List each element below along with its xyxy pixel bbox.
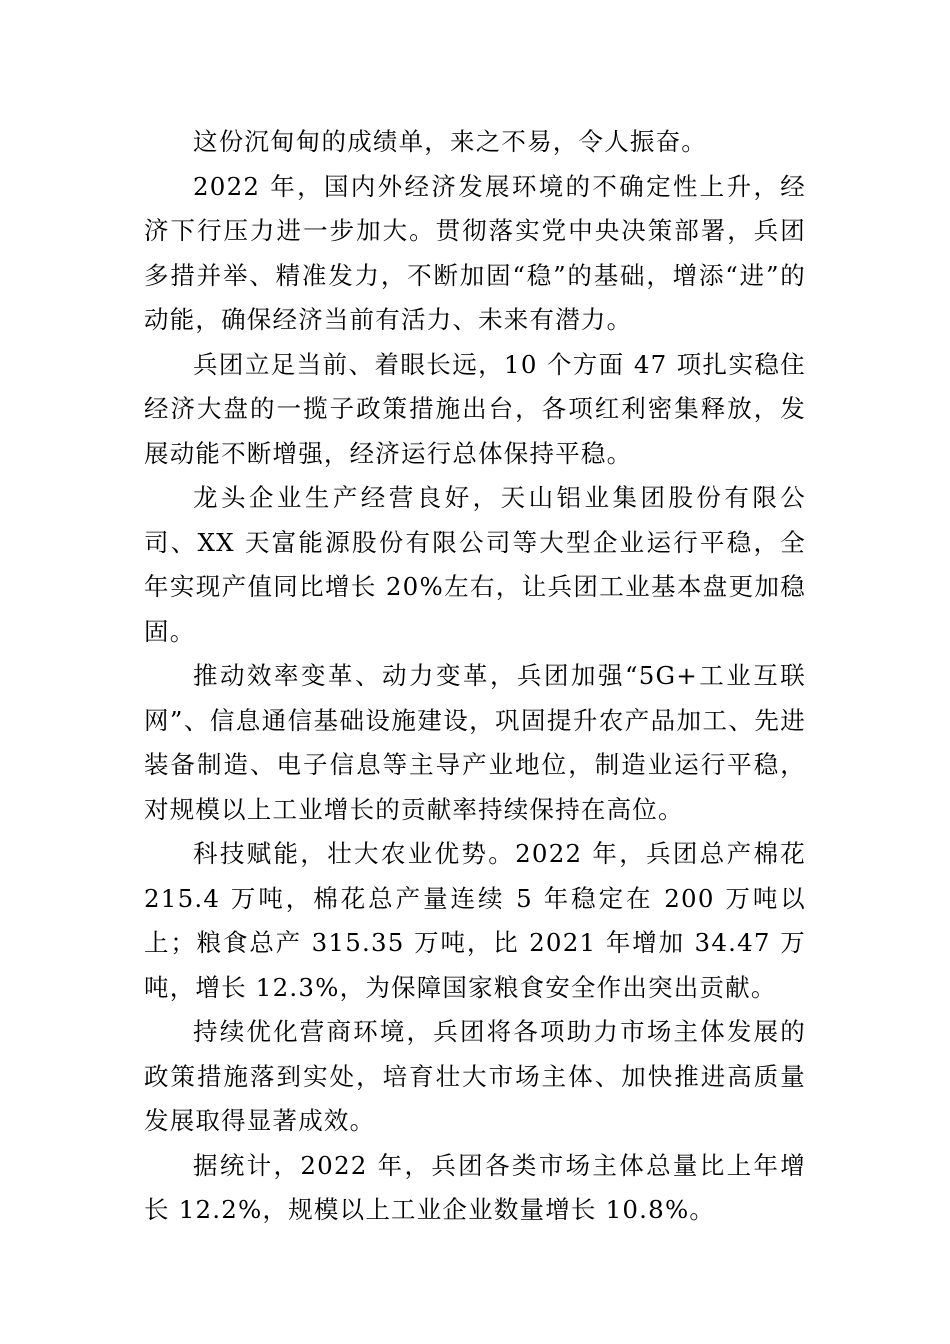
paragraph-policy-measures: 兵团立足当前、着眼长远，10 个方面 47 项扎实稳住经济大盘的一揽子政策措施出台，各项红利密集释放，发展动能不断增强，经济运行总体保持平稳。 [144,349,806,468]
paragraph-industrial-transformation: 推动效率变革、动力变革，兵团加强“5G+工业互联网”、信息通信基础设施建设，巩固提升农产品加工、先进装备制造、电子信息等主导产业地位，制造业运行平稳，对规模以上工业增长的贡献率持续保持在高位。 [144,661,806,824]
paragraph-market-statistics: 据统计，2022 年，兵团各类市场主体总量比上年增长 12.2%，规模以上工业企业数量增长 10.8%。 [144,1150,806,1224]
paragraph-economic-environment: 2022 年，国内外经济发展环境的不确定性上升，经济下行压力进一步加大。贯彻落实党中央决策部署，兵团多措并举、精准发力，不断加固“稳”的基础，增添“进”的动能，确保经济当前有活力、未来有潜力。 [144,171,806,334]
paragraph-agriculture-output: 科技赋能，壮大农业优势。2022 年，兵团总产棉花 215.4 万吨，棉花总产量连续 5 年稳定在 200 万吨以上；粮食总产 315.35 万吨，比 2021 年增加 34.47 万吨，增长 12.3%，为保障国家粮食安全作出突出贡献。 [144,839,806,1002]
paragraph-achievement-summary: 这份沉甸甸的成绩单，来之不易，令人振奋。 [193,127,707,156]
document-body [144,120,806,1233]
paragraph-leading-enterprises: 龙头企业生产经营良好，天山铝业集团股份有限公司、XX 天富能源股份有限公司等大型企业运行平稳，全年实现产值同比增长 20%左右，让兵团工业基本盘更加稳固。 [144,483,806,646]
paragraph-business-environment: 持续优化营商环境，兵团将各项助力市场主体发展的政策措施落到实处，培育壮大市场主体、加快推进高质量发展取得显著成效。 [144,1017,806,1135]
